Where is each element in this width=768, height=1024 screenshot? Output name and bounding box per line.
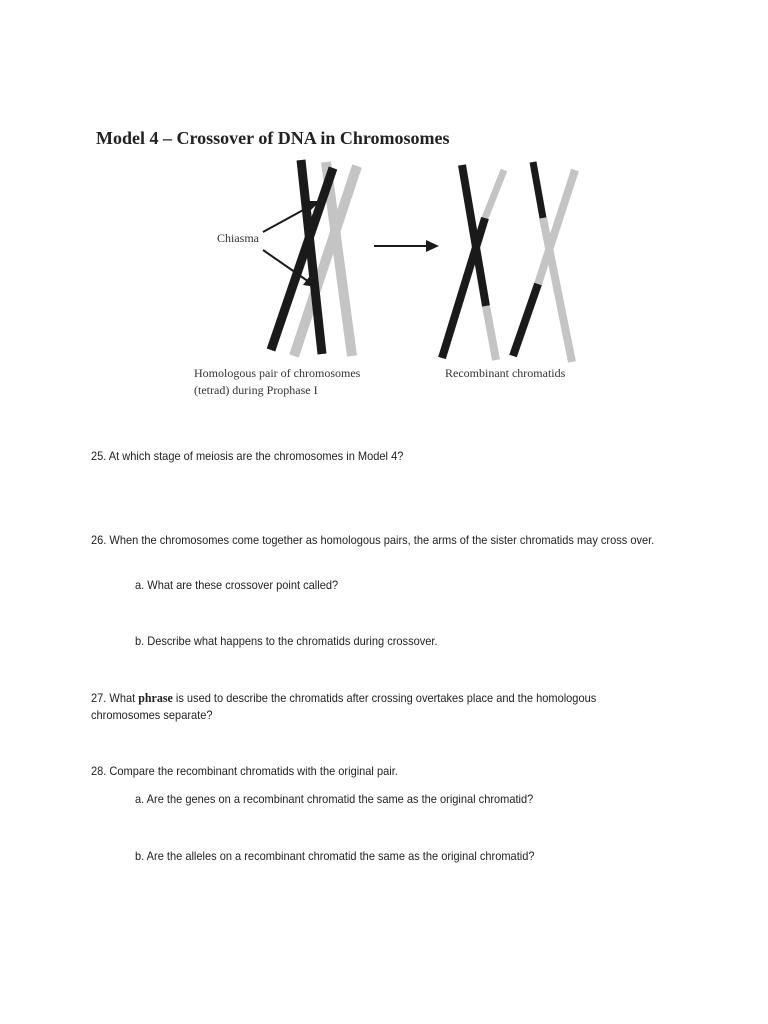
homologous-pair bbox=[271, 160, 357, 356]
question-28a: a. Are the genes on a recombinant chromatid the same as the original chromatid? bbox=[135, 792, 534, 806]
question-27 bbox=[91, 689, 661, 724]
process-arrow bbox=[374, 240, 439, 252]
chiasma-label: Chiasma bbox=[217, 231, 259, 245]
model-title: Model 4 – Crossover of DNA in Chromosomes bbox=[96, 128, 450, 148]
question-28: 28. Compare the recombinant chromatids with the original pair. bbox=[91, 764, 398, 778]
question-27-post: is used to describe the chromatids after crossing overtakes place and the homologous chromosomes separate? bbox=[91, 691, 597, 722]
recombinant-chromatids bbox=[442, 162, 575, 362]
recombinant-caption: Recombinant chromatids bbox=[445, 366, 566, 380]
question-27-bold: phrase bbox=[138, 690, 173, 705]
homologous-caption-line2: (tetrad) during Prophase I bbox=[194, 383, 318, 397]
question-26a: a. What are these crossover point called? bbox=[135, 578, 339, 592]
question-27-pre: 27. What bbox=[91, 691, 139, 705]
question-26: 26. When the chromosomes come together as homologous pairs, the arms of the sister chromatids may cross over. bbox=[91, 533, 655, 547]
question-28b: b. Are the alleles on a recombinant chromatid the same as the original chromatid? bbox=[135, 849, 535, 863]
question-25: 25. At which stage of meiosis are the chromosomes in Model 4? bbox=[91, 449, 404, 463]
crossover-diagram bbox=[0, 0, 768, 420]
question-26b: b. Describe what happens to the chromatids during crossover. bbox=[135, 634, 438, 648]
homologous-caption-line1: Homologous pair of chromosomes bbox=[194, 366, 361, 380]
